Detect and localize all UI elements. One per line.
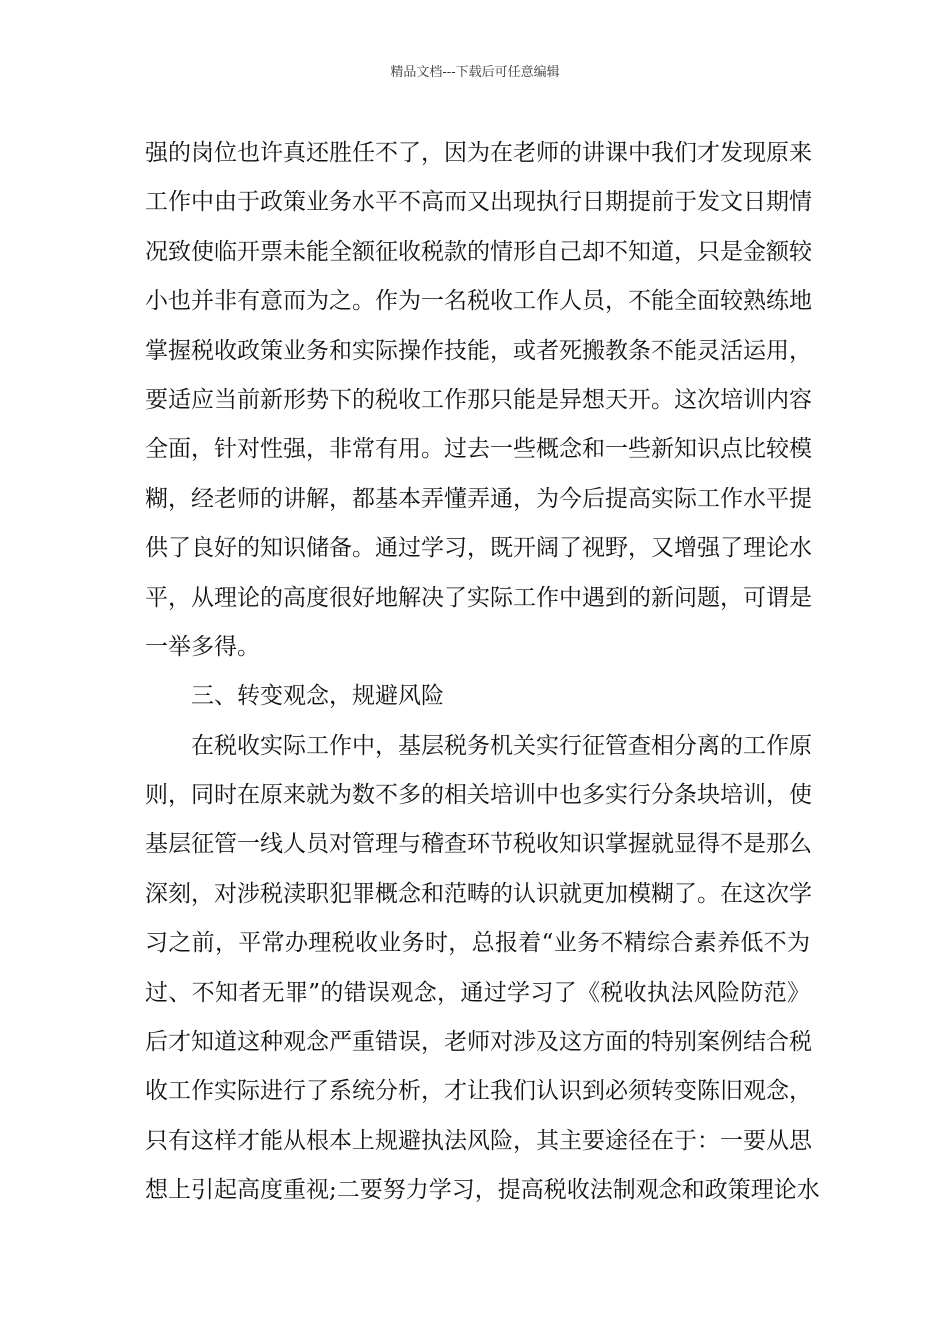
text-line: 工作中由于政策业务水平不高而又出现执行日期提前于发文日期情 bbox=[145, 189, 812, 216]
text-line: 一举多得。 bbox=[145, 633, 260, 660]
text-line: 后才知道这种观念严重错误，老师对涉及这方面的特别案例结合税 bbox=[145, 1029, 812, 1056]
text-line: 平，从理论的高度很好地解决了实际工作中遇到的新问题，可谓是 bbox=[145, 584, 812, 611]
text-line: 深刻，对涉税渎职犯罪概念和范畴的认识就更加模糊了。在这次学 bbox=[145, 880, 812, 907]
heading-text: 三、转变观念，规避风险 bbox=[191, 683, 444, 710]
text-line: 过、不知者无罪”的错误观念，通过学习了《税收执法风险防范》 bbox=[145, 979, 810, 1006]
text-line: 糊，经老师的讲解，都基本弄懂弄通，为今后提高实际工作水平提 bbox=[145, 485, 812, 512]
text-line: 掌握税收政策业务和实际操作技能，或者死搬教条不能灵活运用， bbox=[145, 337, 812, 364]
text-line: 在税收实际工作中，基层税务机关实行征管查相分离的工作原 bbox=[191, 732, 812, 759]
text-line: 全面，针对性强，非常有用。过去一些概念和一些新知识点比较模 bbox=[145, 436, 812, 463]
text-line: 基层征管一线人员对管理与稽查环节税收知识掌握就显得不是那么 bbox=[145, 831, 812, 858]
paragraph bbox=[145, 722, 820, 1216]
paragraph bbox=[145, 129, 810, 672]
text-line: 习之前，平常办理税收业务时，总报着“业务不精综合素养低不为 bbox=[145, 930, 810, 957]
text-line: 强的岗位也许真还胜任不了，因为在老师的讲课中我们才发现原来 bbox=[145, 140, 812, 166]
text-line: 供了良好的知识储备。通过学习，既开阔了视野，又增强了理论水 bbox=[145, 535, 812, 562]
page-header: 精品文档---下载后可任意编辑 bbox=[390, 65, 560, 80]
text-line: 只有这样才能从根本上规避执法风险，其主要途径在于：一要从思 bbox=[145, 1127, 812, 1154]
text-line: 要适应当前新形势下的税收工作那只能是异想天开。这次培训内容 bbox=[145, 386, 812, 413]
text-line: 则，同时在原来就为数不多的相关培训中也多实行分条块培训，使 bbox=[145, 782, 812, 809]
section-heading bbox=[145, 672, 810, 721]
text-line: 收工作实际进行了系统分析，才让我们认识到必须转变陈旧观念， bbox=[145, 1078, 812, 1105]
text-line: 想上引起高度重视;二要努力学习，提高税收法制观念和政策理论水 bbox=[145, 1177, 820, 1204]
text-line: 小也并非有意而为之。作为一名税收工作人员，不能全面较熟练地 bbox=[145, 288, 812, 315]
text-line: 况致使临开票未能全额征收税款的情形自己却不知道，只是金额较 bbox=[145, 238, 812, 265]
document-body bbox=[145, 129, 820, 1216]
